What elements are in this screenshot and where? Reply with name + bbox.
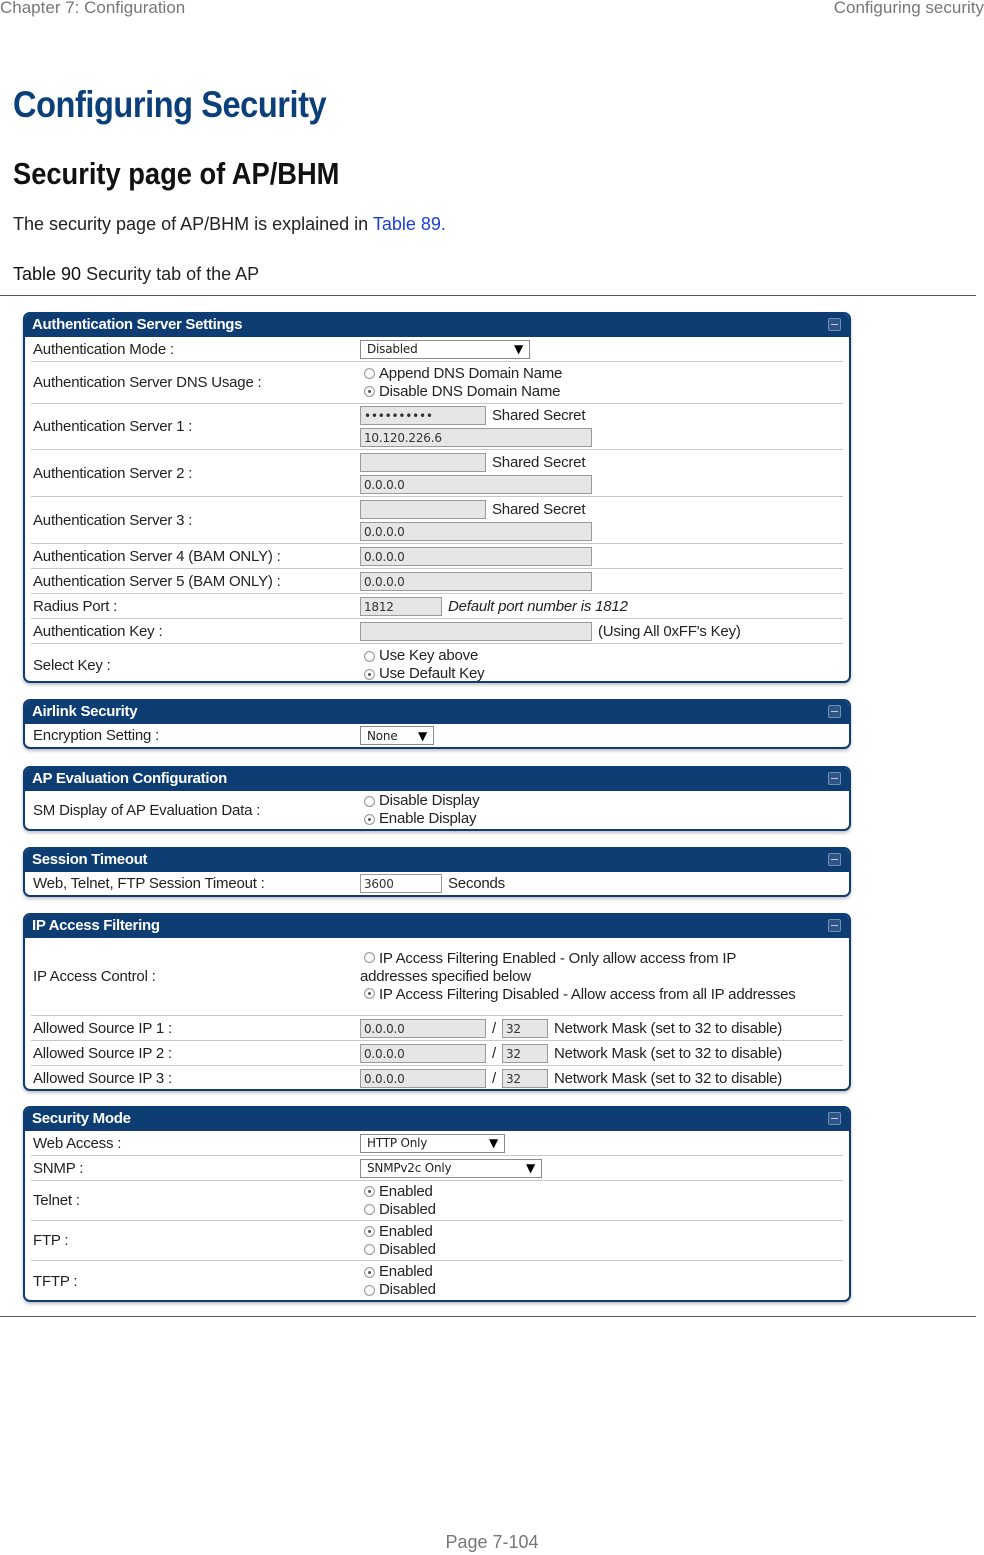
allowed-ip-1-label: Allowed Source IP 1 : xyxy=(33,1019,172,1037)
server-1-ip-input[interactable]: 10.120.226.6 xyxy=(360,428,592,447)
auth-server-3-row xyxy=(31,497,843,544)
auth-server-4-row xyxy=(31,544,843,569)
auth-key-label: Authentication Key : xyxy=(33,622,163,640)
dropdown-arrow-icon: ▼ xyxy=(525,1161,535,1175)
server-2-ip-input[interactable]: 0.0.0.0 xyxy=(360,475,592,494)
enabled-text: Enabled xyxy=(379,1222,433,1240)
telnet-row xyxy=(31,1181,843,1221)
ip-filter-disabled-text: IP Access Filtering Disabled - Allow access from all IP addresses xyxy=(378,985,796,1003)
slash-separator: / xyxy=(492,1019,496,1037)
radio-off-icon xyxy=(364,651,375,662)
table-caption xyxy=(13,264,259,285)
radio-on-icon xyxy=(364,1267,375,1278)
ip-filter-enabled-radio[interactable] xyxy=(360,950,803,986)
dns-append-radio[interactable] xyxy=(360,365,843,383)
enable-display-radio[interactable] xyxy=(360,810,843,828)
radio-off-icon xyxy=(364,1204,375,1215)
encryption-select[interactable] xyxy=(360,726,434,745)
ipfilter-title-text: IP Access Filtering xyxy=(32,917,160,934)
web-access-select[interactable] xyxy=(360,1134,505,1153)
use-default-key-text: Use Default Key xyxy=(379,665,485,682)
minimize-icon[interactable] xyxy=(828,919,841,932)
auth-key-note: (Using All 0xFF's Key) xyxy=(598,622,741,640)
snmp-select[interactable] xyxy=(360,1159,542,1178)
ip-access-control-row xyxy=(31,938,843,1016)
dns-disable-text: Disable DNS Domain Name xyxy=(379,382,561,400)
ip-filter-enabled-text: IP Access Filtering Enabled - Only allow access from IP addresses specified below xyxy=(360,949,736,985)
shared-secret-label: Shared Secret xyxy=(492,453,586,471)
auth-server-2-row xyxy=(31,450,843,497)
tftp-disabled-radio[interactable] xyxy=(360,1281,843,1299)
minimize-icon[interactable] xyxy=(828,772,841,785)
enable-display-text: Enable Display xyxy=(379,810,477,827)
tftp-label: TFTP : xyxy=(33,1272,78,1290)
secmode-panel-title xyxy=(25,1108,849,1131)
tftp-enabled-radio[interactable] xyxy=(360,1263,843,1281)
enabled-text: Enabled xyxy=(379,1182,433,1200)
use-key-above-text: Use Key above xyxy=(379,647,479,664)
server-5-ip-input[interactable]: 0.0.0.0 xyxy=(360,572,592,591)
disabled-text: Disabled xyxy=(379,1240,436,1258)
ftp-row xyxy=(31,1221,843,1261)
auth-dns-row xyxy=(31,362,843,404)
encryption-label: Encryption Setting : xyxy=(33,727,160,744)
auth-server-5-label: Authentication Server 5 (BAM ONLY) : xyxy=(33,572,281,590)
caption-text: Security tab of the AP xyxy=(81,264,260,284)
seconds-label: Seconds xyxy=(448,875,505,892)
dropdown-arrow-icon: ▼ xyxy=(513,342,523,356)
disabled-text: Disabled xyxy=(379,1281,436,1298)
select-key-label: Select Key : xyxy=(33,656,111,674)
ftp-label: FTP : xyxy=(33,1232,69,1249)
auth-key-row xyxy=(31,619,843,644)
use-default-key-radio[interactable] xyxy=(360,665,843,683)
auth-mode-value: Disabled xyxy=(367,342,418,356)
ip-filter-disabled-radio[interactable] xyxy=(360,986,803,1004)
radius-port-row xyxy=(31,594,843,619)
auth-dns-label: Authentication Server DNS Usage : xyxy=(33,374,262,391)
apeval-title-text: AP Evaluation Configuration xyxy=(32,770,227,787)
table-link[interactable]: Table 89. xyxy=(372,214,446,234)
secmode-title-text: Security Mode xyxy=(32,1110,131,1127)
auth-server-3-label: Authentication Server 3 : xyxy=(33,511,193,529)
radio-on-icon xyxy=(364,669,375,680)
mask-note: Network Mask (set to 32 to disable) xyxy=(553,1044,783,1062)
running-header-right: Configuring security xyxy=(833,0,984,17)
web-access-row xyxy=(31,1131,843,1156)
airlink-panel-title xyxy=(25,701,849,724)
server-3-ip-input[interactable]: 0.0.0.0 xyxy=(360,522,592,541)
airlink-title-text: Airlink Security xyxy=(32,703,138,720)
radio-off-icon xyxy=(364,796,375,807)
radio-off-icon xyxy=(364,368,375,379)
running-header-left: Chapter 7: Configuration xyxy=(0,0,186,17)
apeval-panel-title xyxy=(25,768,849,791)
radio-off-icon xyxy=(364,1285,375,1296)
auth-mode-row xyxy=(31,337,843,362)
radio-on-icon xyxy=(364,988,375,999)
auth-key-input[interactable] xyxy=(360,622,592,641)
page-heading: Configuring Security xyxy=(13,84,327,125)
radio-on-icon xyxy=(364,814,375,825)
radio-on-icon xyxy=(364,1186,375,1197)
radio-off-icon xyxy=(364,952,375,963)
auth-panel-title xyxy=(25,314,849,337)
allowed-ip-2-mask-input[interactable]: 32 xyxy=(502,1044,548,1063)
web-access-value: HTTP Only xyxy=(367,1136,428,1150)
shared-secret-label: Shared Secret xyxy=(492,500,586,518)
ftp-enabled-radio[interactable] xyxy=(360,1223,843,1241)
auth-mode-select[interactable] xyxy=(360,340,530,359)
mask-note: Network Mask (set to 32 to disable) xyxy=(553,1019,783,1037)
mask-note: Network Mask (set to 32 to disable) xyxy=(553,1070,783,1087)
session-timeout-input[interactable]: 3600 xyxy=(360,874,442,893)
allowed-ip-2-label: Allowed Source IP 2 : xyxy=(33,1044,172,1062)
server-1-secret-input[interactable]: •••••••••• xyxy=(360,406,486,425)
auth-server-4-label: Authentication Server 4 (BAM ONLY) : xyxy=(33,547,281,565)
apeval-label: SM Display of AP Evaluation Data : xyxy=(33,801,261,819)
server-2-secret-input[interactable] xyxy=(360,453,486,472)
minimize-icon[interactable] xyxy=(828,853,841,866)
shared-secret-label: Shared Secret xyxy=(492,407,586,424)
session-title-text: Session Timeout xyxy=(32,851,148,868)
dropdown-arrow-icon: ▼ xyxy=(488,1136,498,1150)
security-mode-panel xyxy=(23,1106,851,1302)
ip-access-filtering-panel xyxy=(23,913,851,1091)
server-4-ip-input[interactable]: 0.0.0.0 xyxy=(360,547,592,566)
dns-append-text: Append DNS Domain Name xyxy=(379,364,563,382)
radio-off-icon xyxy=(364,1244,375,1255)
auth-title-text: Authentication Server Settings xyxy=(32,316,243,333)
slash-separator: / xyxy=(492,1070,496,1087)
session-timeout-row xyxy=(31,872,843,895)
minimize-icon[interactable] xyxy=(828,705,841,718)
auth-mode-label: Authentication Mode : xyxy=(33,340,174,358)
radio-on-icon xyxy=(364,1226,375,1237)
table-number: Table 90 xyxy=(13,264,82,284)
disable-display-radio[interactable] xyxy=(360,792,843,810)
ipfilter-panel-title xyxy=(25,915,849,938)
minimize-icon[interactable] xyxy=(828,318,841,331)
radius-port-note: Default port number is 1812 xyxy=(448,597,628,615)
radio-on-icon xyxy=(364,386,375,397)
apeval-row xyxy=(31,791,843,829)
table-bottom-rule xyxy=(0,1316,976,1317)
allowed-ip-3-row xyxy=(31,1066,843,1091)
auth-server-1-row xyxy=(31,404,843,450)
web-access-label: Web Access : xyxy=(33,1134,122,1152)
ftp-disabled-radio[interactable] xyxy=(360,1241,843,1259)
allowed-ip-2-input[interactable]: 0.0.0.0 xyxy=(360,1044,486,1063)
allowed-ip-1-row xyxy=(31,1016,843,1041)
disabled-text: Disabled xyxy=(379,1200,436,1218)
telnet-label: Telnet : xyxy=(33,1192,80,1209)
intro-paragraph xyxy=(13,214,446,235)
server-3-secret-input[interactable] xyxy=(360,500,486,519)
encryption-row xyxy=(31,724,843,747)
allowed-ip-3-input[interactable]: 0.0.0.0 xyxy=(360,1069,486,1088)
radius-port-label: Radius Port : xyxy=(33,597,118,615)
airlink-security-panel xyxy=(23,699,851,749)
snmp-value: SNMPv2c Only xyxy=(367,1161,452,1175)
snmp-row xyxy=(31,1156,843,1181)
section-heading: Security page of AP/BHM xyxy=(13,156,340,191)
session-timeout-label: Web, Telnet, FTP Session Timeout : xyxy=(33,875,265,892)
session-timeout-panel xyxy=(23,847,851,897)
select-key-row xyxy=(31,644,843,683)
allowed-ip-3-mask-input[interactable]: 32 xyxy=(502,1069,548,1088)
disable-display-text: Disable Display xyxy=(379,792,480,809)
page-number: Page 7-104 xyxy=(445,1532,539,1552)
telnet-disabled-radio[interactable] xyxy=(360,1201,843,1219)
session-panel-title xyxy=(25,849,849,872)
allowed-ip-1-input[interactable]: 0.0.0.0 xyxy=(360,1019,486,1038)
ip-access-control-label: IP Access Control : xyxy=(33,968,156,985)
allowed-ip-3-label: Allowed Source IP 3 : xyxy=(33,1070,172,1087)
radius-port-input[interactable]: 1812 xyxy=(360,597,442,616)
ap-evaluation-panel xyxy=(23,766,851,831)
use-key-above-radio[interactable] xyxy=(360,647,843,665)
telnet-enabled-radio[interactable] xyxy=(360,1183,843,1201)
dns-disable-radio[interactable] xyxy=(360,383,843,401)
enabled-text: Enabled xyxy=(379,1263,433,1280)
auth-server-5-row xyxy=(31,569,843,594)
minimize-icon[interactable] xyxy=(828,1112,841,1125)
table-top-rule xyxy=(0,295,976,296)
encryption-value: None xyxy=(367,728,398,743)
auth-server-panel xyxy=(23,312,851,683)
allowed-ip-2-row xyxy=(31,1041,843,1066)
tftp-row xyxy=(31,1261,843,1301)
auth-server-1-label: Authentication Server 1 : xyxy=(33,418,193,435)
allowed-ip-1-mask-input[interactable]: 32 xyxy=(502,1019,548,1038)
dropdown-arrow-icon: ▼ xyxy=(417,728,427,743)
snmp-label: SNMP : xyxy=(33,1159,84,1177)
auth-server-2-label: Authentication Server 2 : xyxy=(33,464,193,482)
slash-separator: / xyxy=(492,1044,496,1062)
intro-text: The security page of AP/BHM is explained in xyxy=(13,214,373,234)
